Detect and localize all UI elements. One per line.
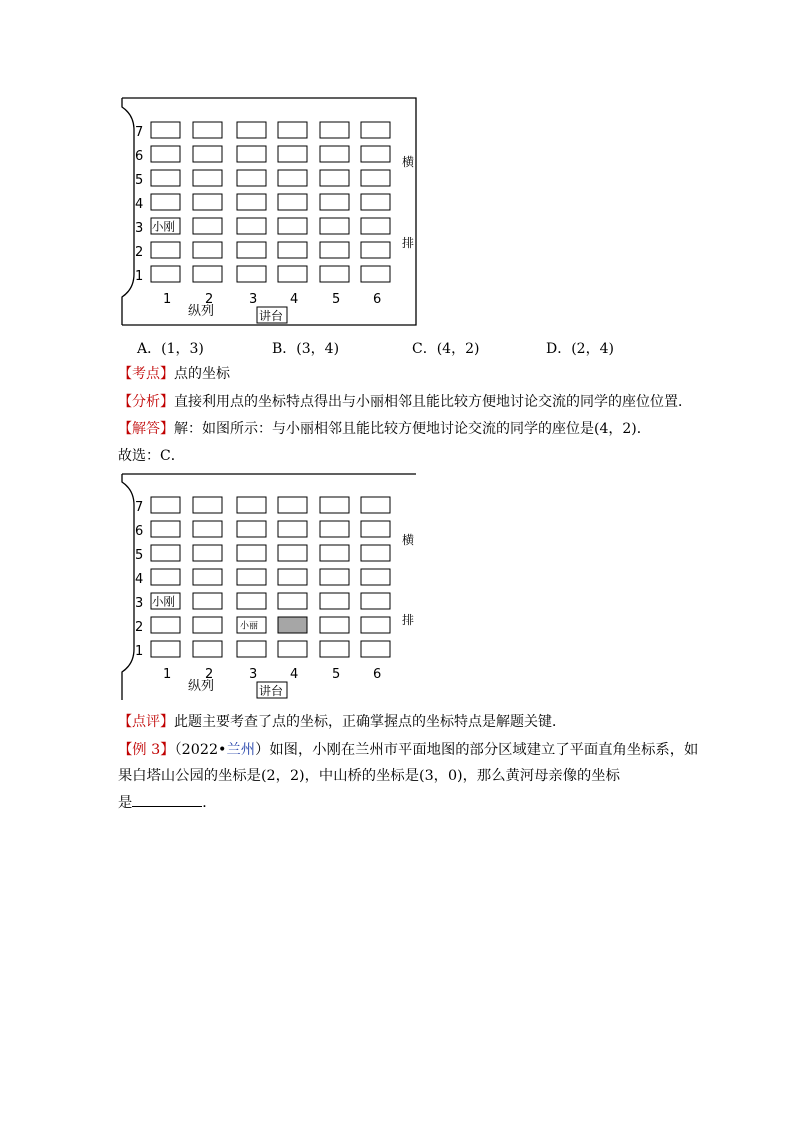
example3-line2: 果白塔山公园的坐标是(2，2)，中山桥的坐标是(3，0)，那么黄河母亲像的坐标 bbox=[118, 768, 620, 784]
column-number: 2 bbox=[205, 292, 214, 307]
seat bbox=[320, 194, 349, 210]
example3-text3-end: ． bbox=[202, 795, 217, 811]
seat bbox=[193, 497, 222, 513]
seat bbox=[193, 521, 222, 537]
dianping-tag: 【点评】 bbox=[118, 714, 174, 730]
seat bbox=[151, 122, 180, 138]
seat bbox=[151, 545, 180, 561]
seat bbox=[361, 617, 390, 633]
row-number: 3 bbox=[135, 596, 144, 611]
option-d: D．(2，4) bbox=[546, 341, 614, 357]
row-number: 7 bbox=[135, 125, 144, 140]
xiaogang-label: 小刚 bbox=[152, 594, 175, 609]
seat bbox=[278, 218, 307, 234]
seating-chart-1 bbox=[118, 93, 420, 329]
seat bbox=[151, 569, 180, 585]
row-number: 2 bbox=[135, 620, 144, 635]
seat bbox=[278, 146, 307, 162]
seat bbox=[237, 218, 266, 234]
option-b: B．(3，4) bbox=[272, 341, 340, 357]
seat bbox=[361, 122, 390, 138]
example3-tag: 【例 3】 bbox=[118, 742, 175, 758]
column-number: 5 bbox=[332, 292, 341, 307]
row-number: 4 bbox=[135, 197, 144, 212]
seat bbox=[278, 497, 307, 513]
seat bbox=[361, 266, 390, 282]
row-label-bottom: 排 bbox=[402, 613, 415, 627]
seat bbox=[237, 497, 266, 513]
seat bbox=[278, 170, 307, 186]
example3-text3-start: 是 bbox=[118, 795, 133, 811]
seat bbox=[237, 146, 266, 162]
row-number: 7 bbox=[135, 500, 144, 515]
seat bbox=[320, 170, 349, 186]
seat bbox=[151, 617, 180, 633]
seat bbox=[237, 521, 266, 537]
seat bbox=[320, 266, 349, 282]
seat bbox=[151, 242, 180, 258]
row-label-top: 横 bbox=[402, 155, 415, 169]
seat bbox=[151, 497, 180, 513]
seat bbox=[278, 569, 307, 585]
example3-line1 bbox=[118, 740, 698, 760]
jieda-tag: 【解答】 bbox=[118, 421, 174, 437]
row-number: 2 bbox=[135, 245, 144, 260]
option-c: C．(4，2) bbox=[412, 341, 480, 357]
fenxi-text: 直接利用点的坐标特点得出与小丽相邻且能比较方便地讨论交流的同学的座位位置． bbox=[174, 394, 692, 410]
seat bbox=[237, 569, 266, 585]
column-number: 1 bbox=[163, 292, 172, 307]
column-number: 4 bbox=[290, 292, 299, 307]
seat bbox=[320, 218, 349, 234]
seat bbox=[193, 146, 222, 162]
seating-chart-2 bbox=[118, 468, 420, 704]
seat bbox=[151, 521, 180, 537]
seat bbox=[361, 569, 390, 585]
seat bbox=[361, 194, 390, 210]
column-number: 3 bbox=[249, 667, 258, 682]
seat bbox=[237, 194, 266, 210]
seat bbox=[320, 593, 349, 609]
seat bbox=[193, 545, 222, 561]
seat bbox=[193, 641, 222, 657]
highlighted-seat bbox=[278, 617, 307, 633]
seat bbox=[320, 242, 349, 258]
seat bbox=[151, 641, 180, 657]
row-number: 6 bbox=[135, 149, 144, 164]
dianping-line bbox=[118, 712, 566, 732]
seat bbox=[278, 641, 307, 657]
podium-label: 讲台 bbox=[259, 309, 284, 323]
row-number: 1 bbox=[135, 644, 144, 659]
row-number: 5 bbox=[135, 173, 144, 188]
seat bbox=[193, 617, 222, 633]
column-number: 4 bbox=[290, 667, 299, 682]
seat bbox=[361, 146, 390, 162]
fenxi-tag: 【分析】 bbox=[118, 394, 174, 410]
seat bbox=[278, 266, 307, 282]
seat bbox=[237, 593, 266, 609]
column-number: 1 bbox=[163, 667, 172, 682]
kaodian-line bbox=[118, 364, 230, 384]
seat bbox=[361, 170, 390, 186]
classroom-outline bbox=[122, 98, 416, 325]
example3-text1: 如图，小刚在兰州市平面地图的部分区域建立了平面直角坐标系，如 bbox=[269, 742, 699, 758]
seat bbox=[278, 242, 307, 258]
example3-source-close: ） bbox=[255, 742, 270, 758]
podium-label: 讲台 bbox=[259, 684, 284, 698]
column-number: 2 bbox=[205, 667, 214, 682]
row-number: 3 bbox=[135, 221, 144, 236]
seat bbox=[151, 194, 180, 210]
seat bbox=[193, 569, 222, 585]
seating-figure-2 bbox=[118, 468, 420, 704]
example3-line3 bbox=[118, 792, 217, 813]
seating-figure-1 bbox=[118, 93, 420, 329]
kaodian-text: 点的坐标 bbox=[174, 366, 230, 382]
column-label: 纵列 bbox=[188, 679, 215, 694]
row-number: 1 bbox=[135, 269, 144, 284]
seat bbox=[320, 122, 349, 138]
seat bbox=[361, 641, 390, 657]
seat bbox=[320, 569, 349, 585]
seat bbox=[237, 641, 266, 657]
row-number: 4 bbox=[135, 572, 144, 587]
seat bbox=[193, 170, 222, 186]
fenxi-line bbox=[118, 392, 692, 412]
seat bbox=[237, 266, 266, 282]
answer-line: 故选：C． bbox=[118, 448, 185, 464]
option-a: A．(1，3) bbox=[137, 341, 204, 357]
seat bbox=[361, 593, 390, 609]
jieda-line bbox=[118, 419, 651, 439]
seat bbox=[361, 497, 390, 513]
seat bbox=[193, 218, 222, 234]
seat bbox=[320, 146, 349, 162]
example3-source-city: 兰州 bbox=[226, 742, 256, 758]
seat bbox=[361, 218, 390, 234]
column-number: 6 bbox=[373, 292, 382, 307]
seat bbox=[193, 194, 222, 210]
seat bbox=[151, 266, 180, 282]
seat bbox=[320, 497, 349, 513]
seat bbox=[237, 242, 266, 258]
seat bbox=[278, 521, 307, 537]
xiaogang-label: 小刚 bbox=[152, 219, 175, 234]
seat bbox=[193, 266, 222, 282]
example3-source-open: （2022• bbox=[174, 742, 227, 758]
seat bbox=[278, 122, 307, 138]
row-number: 6 bbox=[135, 524, 144, 539]
answer-blank bbox=[132, 792, 202, 807]
seat bbox=[193, 122, 222, 138]
row-label-top: 横 bbox=[402, 533, 415, 547]
jieda-text: 解：如图所示：与小丽相邻且能比较方便地讨论交流的同学的座位是(4，2)． bbox=[174, 421, 651, 437]
seat bbox=[151, 170, 180, 186]
seat bbox=[278, 593, 307, 609]
seat bbox=[278, 194, 307, 210]
seat bbox=[320, 617, 349, 633]
column-number: 3 bbox=[249, 292, 258, 307]
seat bbox=[361, 545, 390, 561]
column-number: 6 bbox=[373, 667, 382, 682]
seat bbox=[361, 242, 390, 258]
seat bbox=[193, 242, 222, 258]
seat bbox=[361, 521, 390, 537]
seat bbox=[193, 593, 222, 609]
column-label: 纵列 bbox=[188, 304, 215, 319]
row-number: 5 bbox=[135, 548, 144, 563]
seat bbox=[237, 545, 266, 561]
seat bbox=[320, 641, 349, 657]
dianping-text: 此题主要考查了点的坐标，正确掌握点的坐标特点是解题关键． bbox=[174, 714, 566, 730]
seat bbox=[278, 545, 307, 561]
seat bbox=[320, 545, 349, 561]
seat bbox=[151, 146, 180, 162]
seat bbox=[237, 122, 266, 138]
seat bbox=[320, 521, 349, 537]
seat bbox=[237, 170, 266, 186]
kaodian-tag: 【考点】 bbox=[118, 366, 174, 382]
column-number: 5 bbox=[332, 667, 341, 682]
row-label-bottom: 排 bbox=[402, 236, 415, 250]
xiaoli-label: 小丽 bbox=[240, 621, 259, 632]
